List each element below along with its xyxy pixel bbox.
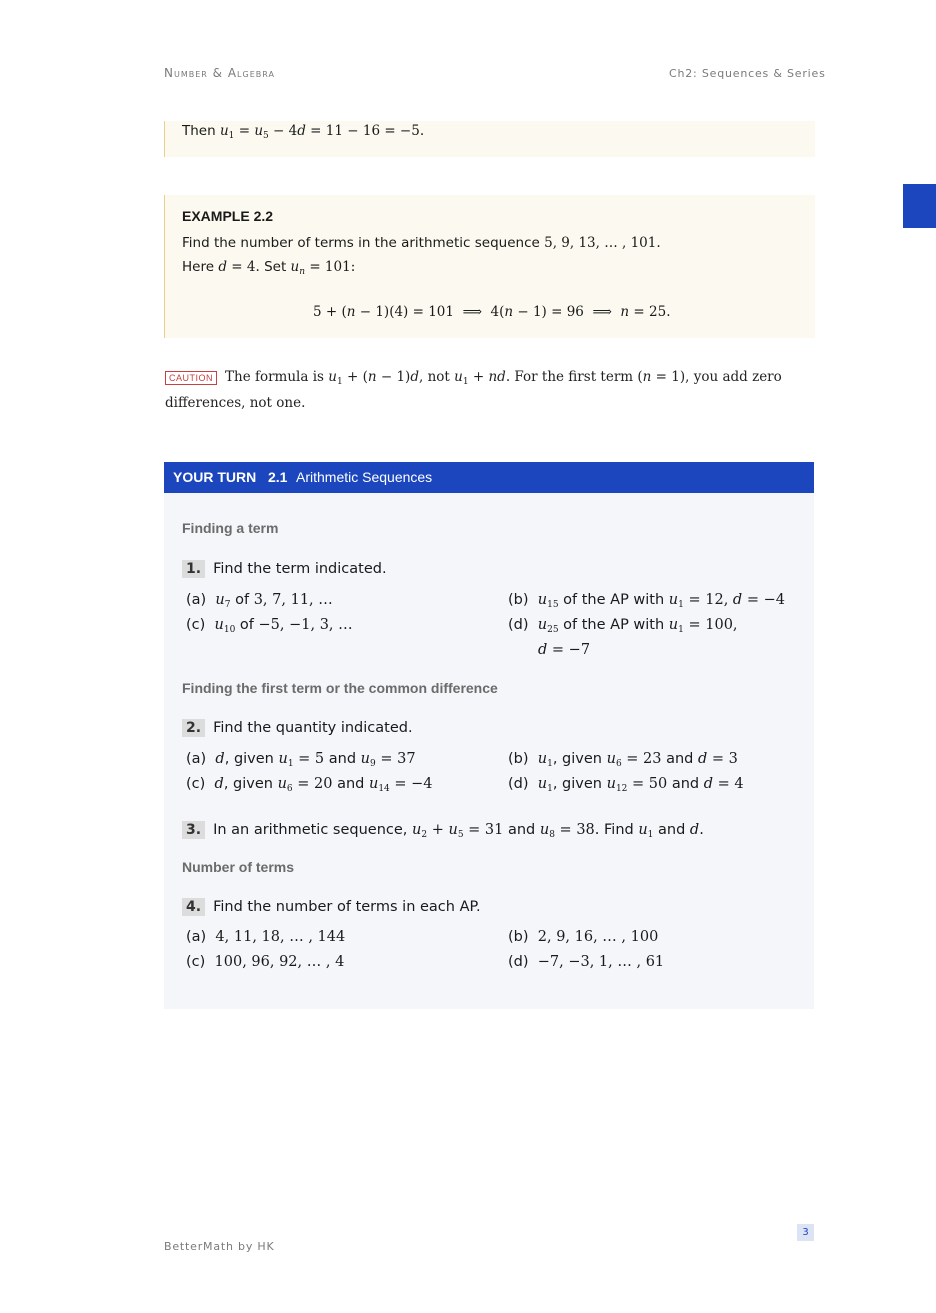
set-word: Set [264,259,287,275]
unknown-u1: $u_1$ [537,751,553,769]
and-word: and [337,776,365,792]
and-word: and [507,822,536,838]
question-4 [182,898,481,916]
and-word: and [658,822,686,838]
caution-badge: CAUTION [165,371,217,385]
condition-2: $u_{14} = -4$ [368,776,433,794]
q1-part-b [508,592,785,608]
of-word: of [235,592,250,608]
example-line-1 [182,233,661,253]
sequence: 2, 9, 16, … , 100 [537,929,659,945]
unknown-u1: $u_1$ [537,776,553,794]
and-word: and [666,751,694,767]
running-header-right: Ch2: Sequences & Series [669,67,826,80]
and-word: and [328,751,357,767]
q1-part-c [186,617,353,633]
term-u7: $u_7$ [215,592,231,610]
your-turn-number: 2.1 [268,469,288,485]
sequence: −5, −1, 3, … [258,617,353,633]
q1-part-d [508,617,738,633]
question-text: Find the number of terms in each AP. [213,899,481,915]
q2-part-b: (b) $u_1$, given $u_6 = 23$ and d = 3 [508,751,738,769]
your-turn-header [164,462,814,493]
q4-part-a [186,929,345,945]
example-title: EXAMPLE 2.2 [182,208,274,224]
question-number: 3. [182,821,205,839]
question-number: 1. [182,560,205,578]
part-label: (d) [508,954,529,970]
condition-u8: $u_8 = 38$. [539,822,600,840]
part-label: (a) [186,592,207,608]
conditions: $u_1 = 12$, d = −4 [668,592,785,610]
condition-1: $u_{12} = 50$ [606,776,668,794]
sequence: 3, 7, 11, … [253,592,333,608]
condition-1: $u_1 = 5$ [278,751,325,769]
unknown-d: d. [689,822,704,838]
chapter-thumb-tab [903,184,936,228]
section-heading-first-term: Finding the first term or the common difference [182,680,498,696]
condition-1: $u_6 = 23$ [606,751,662,769]
caution-text-2: not [427,369,450,385]
part-label: (b) [508,751,529,767]
part-label: (d) [508,776,529,792]
question-text: In an arithmetic sequence, [213,822,408,838]
given-word: given [562,751,602,767]
q2-part-a: (a) d, given $u_1 = 5$ and $u_9 = 37$ [186,751,416,769]
of-ap-with: of the AP with [563,592,665,608]
unknown-u1: $u_1$ [638,822,654,840]
example-sequence: 5, 9, 13, … , 101. [544,235,661,251]
here-word: Here [182,259,215,275]
sequence: 100, 96, 92, … , 4 [214,954,345,970]
condition-sum: $u_2 + u_5 = 31$ [412,822,504,840]
find-word: Find [604,822,634,838]
example-display-equation: 5 + (n − 1)(4) = 101 ⟹ 4(n − 1) = 96 ⟹ n = 25. [313,304,671,320]
part-label: (a) [186,751,207,767]
and-word: and [671,776,700,792]
unknown-d: d [214,776,224,792]
caution-line-2: differences, not one. [165,395,306,411]
sequence: −7, −3, 1, … , 61 [537,954,665,970]
caution-line-1 [225,369,782,385]
question-1 [182,560,387,578]
condition-2: d = 3 [698,751,738,767]
caution-formula: $u_1 + (n - 1)d$, [328,369,424,387]
term-u15: $u_{15}$ [537,592,559,610]
section-heading-number-of-terms: Number of terms [182,859,295,875]
given-word: given [233,751,274,767]
question-text: Find the term indicated. [213,561,387,577]
your-turn-label: YOUR TURN [173,469,257,485]
part-label: (c) [186,954,206,970]
question-text: Find the quantity indicated. [213,720,413,736]
part-label: (c) [186,776,206,792]
q4-part-c [186,954,344,970]
part-label: (b) [508,592,529,608]
part-label: (d) [508,617,529,633]
caution-text-4: you add zero [693,369,782,385]
part-label: (b) [508,929,529,945]
example-line-2 [182,257,355,277]
question-number: 2. [182,719,205,737]
difference-value: d = 4. [218,259,260,275]
given-word: given [562,776,602,792]
caution-wrong-formula: $u_1$ + nd. [454,369,511,387]
q2-part-c: (c) d, given $u_6 = 20$ and $u_{14} = -4$ [186,776,433,794]
caution-text-1: The formula is [225,369,324,385]
question-3 [182,821,704,839]
question-2 [182,719,413,737]
unknown-d: d [215,751,225,767]
caution-text-3: For the first term [514,369,634,385]
un-equation: $u_n = 101$: [290,259,356,277]
q1-part-d-continued: d = −7 [538,642,591,658]
question-number: 4. [182,898,205,916]
condition-2: $u_9 = 37$ [360,751,416,769]
sequence: 4, 11, 18, … , 144 [215,929,346,945]
condition-1: $u_6 = 20$ [277,776,333,794]
example-problem-text: Find the number of terms in the arithmetic sequence [182,235,540,251]
your-turn-title: Arithmetic Sequences [296,469,433,485]
page-number: 3 [797,1224,814,1241]
then-word: Then [182,123,216,139]
q4-part-d [508,954,664,970]
term-u10: $u_{10}$ [214,617,236,635]
q4-part-b [508,929,658,945]
q2-part-d: (d) $u_1$, given $u_{12} = 50$ and d = 4 [508,776,744,794]
q1-part-a [186,592,333,608]
of-ap-with: of the AP with [563,617,665,633]
footer-left: BetterMath by HK [164,1240,275,1253]
of-word: of [239,617,254,633]
caution-n-equals-1: (n = 1), [637,369,690,385]
term-u25: $u_{25}$ [537,617,559,635]
condition-2: d = 4 [703,776,744,792]
given-word: given [233,776,273,792]
part-label: (c) [186,617,206,633]
continued-line [182,121,424,141]
continued-equation: $u_1 = u_5 - 4d = 11 - 16 = -5$. [219,123,425,141]
part-label: (a) [186,929,207,945]
section-heading-finding-term: Finding a term [182,520,279,536]
conditions: $u_1 = 100$, [668,617,738,635]
running-header-left: Number & Algebra [164,66,275,80]
